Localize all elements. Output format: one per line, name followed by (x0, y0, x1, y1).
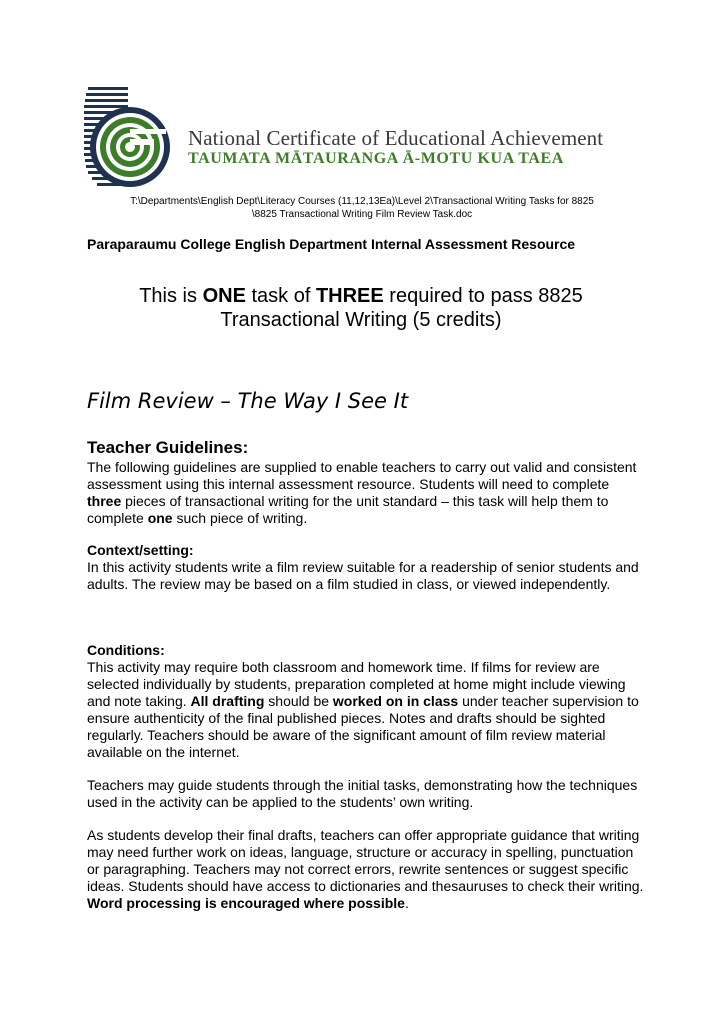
teacher-guidelines-heading: Teacher Guidelines: (87, 438, 249, 457)
task-statement (87, 284, 635, 332)
conditions-heading: Conditions: (87, 642, 165, 658)
task-text-1: This is (139, 285, 203, 307)
context-text: In this activity students write a film review suitable for a readership of senior students and adults. The review may be based on a film studied in class, or viewed independently. (87, 559, 639, 592)
conditions-p3: As students develop their final drafts, teachers can offer appropriate guidance that writing may need further work on ideas, language, structure or accuracy in spelling, punctuation or paragraphing. Teachers may not correct errors, rewrite sentences or suggest specific ideas. Students should have access to dictionaries and thesauruses to check their writing. Word processing is encouraged where possible. (87, 827, 644, 911)
film-review-title: Film Review – The Way I See It (87, 389, 409, 413)
context-section (87, 542, 647, 593)
task-one: ONE (202, 285, 246, 307)
teacher-guidelines-paragraph: The following guidelines are supplied to enable teachers to carry out valid and consistent assessment using this internal assessment resource. Students will need to complete three pieces of transactional writing for the unit standard – this task will help them to complete one such piece of writing. (87, 459, 637, 526)
conditions-p2: Teachers may guide students through the initial tasks, demonstrating how the techniques used in the activity can be applied to the students’ own writing. (87, 777, 638, 810)
conditions-section (87, 642, 647, 761)
file-path-line1: T:\Departments\English Dept\Literacy Courses (11,12,13Ea)\Level 2\Transactional Writing Tasks for 8825 (130, 196, 594, 207)
task-line2: Transactional Writing (5 credits) (220, 309, 502, 331)
file-path-line2: \8825 Transactional Writing Film Review Task.doc (251, 209, 473, 220)
file-path (100, 195, 624, 221)
resource-title: Paraparaumu College English Department Internal Assessment Resource (87, 236, 576, 252)
task-text-2: task of (245, 285, 316, 307)
task-three: THREE (315, 285, 384, 307)
task-text-3: required to pass 8825 (383, 285, 583, 307)
logo-subtitle: TAUMATA MĀTAURANGA Ā-MOTU KUA TAEA (188, 150, 564, 167)
context-heading: Context/setting: (87, 542, 194, 558)
logo-title: National Certificate of Educational Achievement (188, 126, 604, 150)
ncea-spiral-logo-icon (84, 87, 176, 195)
conditions-p1: This activity may require both classroom and homework time. If films for review are selected individually by students, preparation completed at home might include viewing and note taking. All drafting should be worked on in class under teacher supervision to ensure authenticity of the final published pieces. Notes and drafts should be sighted regularly. Teachers should be aware of the significant amount of film review material available on the internet. (87, 659, 639, 760)
